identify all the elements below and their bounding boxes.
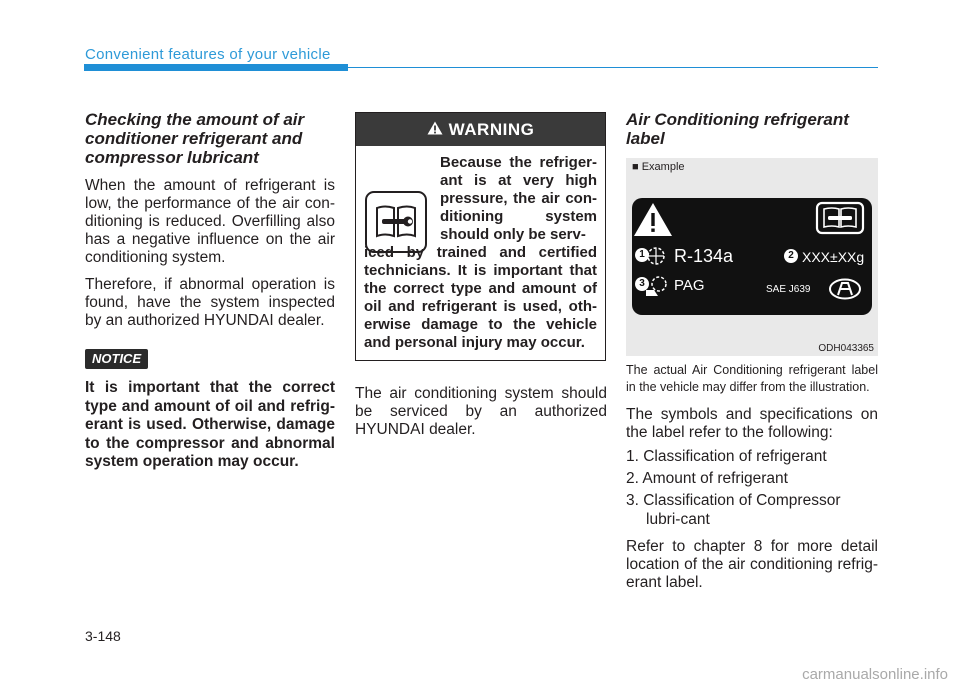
watermark: carmanualsonline.info	[802, 666, 948, 683]
section-title: Convenient features of your vehicle	[85, 46, 331, 63]
refrigerant-amount: XXX±XXg	[802, 249, 865, 265]
list-item: 2. Amount of refrigerant	[626, 470, 788, 487]
header-rule-thick	[84, 64, 348, 71]
warning-label: WARNING	[448, 119, 535, 139]
lubricant-type: PAG	[674, 277, 705, 294]
left-column	[85, 110, 335, 472]
page-number: 3-148	[85, 628, 121, 644]
spec-list	[626, 447, 878, 529]
warning-text	[364, 154, 597, 352]
refrigerant-low-paragraph: When the amount of refrigerant is low, the performance of the air con-ditioning is reduced. Overfilling also has a negative influence on the air conditioning system.	[85, 177, 335, 266]
marker-1: 1	[635, 248, 649, 262]
sae-standard: SAE J639	[766, 284, 811, 295]
notice-badge: NOTICE	[85, 349, 148, 369]
example-label: ■ Example	[632, 161, 685, 173]
header-rule-thin	[348, 67, 878, 68]
marker-2: 2	[784, 249, 798, 263]
notice-text: It is important that the correct type and amount of oil and refrig-erant is used. Otherwise, damage to the compressor and abnormal system operation may occur.	[85, 379, 335, 470]
label-manual-icon	[817, 203, 863, 233]
label-heading: Air Conditioning refrigerant label	[626, 110, 849, 148]
warning-body	[356, 146, 605, 360]
caution-icon	[634, 203, 672, 236]
label-example-figure	[626, 158, 878, 356]
warning-box	[355, 112, 606, 361]
figure-code: ODH043365	[818, 343, 874, 354]
refrigerant-symbol-icon	[648, 248, 664, 264]
right-column	[626, 110, 878, 592]
closing-paragraph: Refer to chapter 8 for more detail location of the air conditioning refrig-erant label.	[626, 538, 878, 591]
warning-text-full: iced by trained and certified technicians. It is important that the correct type and amount of oil and refrigerant is used, oth-erwise damage to the vehicle and personal injury may occur.	[364, 244, 597, 351]
refrigerant-type: R-134a	[674, 246, 734, 266]
marker-3: 3	[635, 277, 649, 291]
warning-text-indented: Because the refriger-ant is at very high pressure, the air con-ditioning system should only be serv-	[440, 154, 597, 243]
list-item: 1. Classification of refrigerant	[626, 448, 827, 465]
warning-header	[356, 113, 605, 146]
symbols-intro: The symbols and specifications on the label refer to the following:	[626, 406, 878, 441]
example-bullet-icon: ■	[632, 161, 639, 173]
warning-triangle-icon	[427, 120, 443, 140]
refrigerant-check-heading: Checking the amount of air conditioner refrigerant and compressor lubricant	[85, 110, 305, 167]
refrigerant-label-card	[632, 198, 872, 315]
service-paragraph: The air conditioning system should be serviced by an authorized HYUNDAI dealer.	[355, 385, 607, 438]
middle-column	[355, 112, 607, 439]
lubricant-symbol-icon	[646, 277, 666, 296]
service-manual-icon	[365, 191, 427, 253]
inspection-paragraph: Therefore, if abnormal operation is found, have the system inspected by an authorized HYUNDAI dealer.	[85, 276, 335, 329]
hyundai-logo	[830, 280, 860, 299]
label-caption: The actual Air Conditioning refrigerant label in the vehicle may differ from the illustration.	[626, 363, 878, 394]
list-item: 3. Classification of Compressor lubri-cant	[626, 492, 841, 528]
